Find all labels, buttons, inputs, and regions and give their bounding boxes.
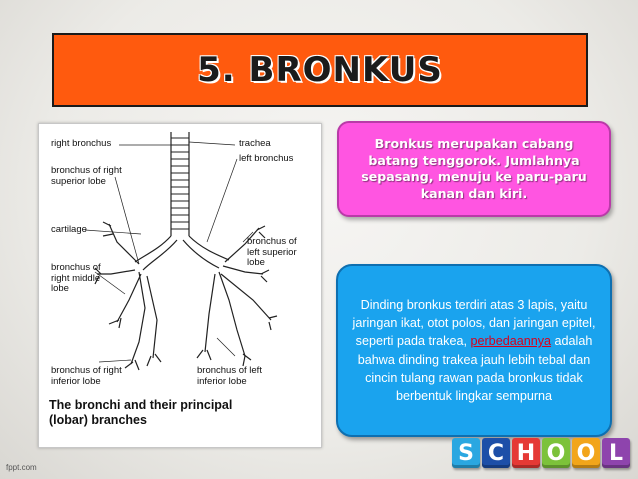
logo-tile-c: C [482, 438, 510, 468]
definition-text: Bronkus merupakan cabang batang tenggorok. Jumlahnya sepasang, menuju ke paru-paru kanan dan kiri. [361, 136, 587, 201]
diagram-caption: The bronchi and their principal (lobar) branches [49, 398, 233, 427]
logo-tile-s: S [452, 438, 480, 468]
label-right-bronchus: right bronchus [51, 138, 112, 149]
description-callout [336, 264, 612, 437]
title-banner [52, 33, 588, 107]
label-bronchus-right-inferior: bronchus of right inferior lobe [51, 365, 122, 387]
label-cartilage: cartilage [51, 224, 87, 235]
description-text-part1: Dinding bronkus terdiri atas 3 lapis, yaitu jaringan ikat, otot polos, dan jaringan epitel, seperti pada trakea, [352, 297, 596, 349]
description-text-part2: adalah bahwa dinding trakea jauh lebih tebal dan cincin tulang rawan pada bronkus tidak berbentuk lingkar sempurna [357, 334, 593, 404]
label-left-bronchus: left bronchus [239, 153, 294, 164]
logo-tile-o2: O [572, 438, 600, 468]
description-text [338, 296, 610, 406]
label-bronchus-left-superior: bronchus of left superior lobe [247, 236, 297, 268]
footer-credit: fppt.com [6, 463, 37, 472]
logo-tile-o1: O [542, 438, 570, 468]
label-trachea: trachea [239, 138, 271, 149]
logo-tile-l: L [602, 438, 630, 468]
bronchi-diagram [38, 123, 322, 448]
label-bronchus-right-superior: bronchus of right superior lobe [51, 165, 122, 187]
label-bronchus-left-inferior: bronchus of left inferior lobe [197, 365, 262, 387]
school-logo [452, 432, 636, 472]
highlight-word: perbedaannya [470, 334, 552, 349]
slide-title: 5. BRONKUS [197, 50, 443, 90]
definition-callout [337, 121, 611, 217]
label-bronchus-right-middle: bronchus of right middle lobe [51, 262, 101, 294]
logo-tile-h: H [512, 438, 540, 468]
